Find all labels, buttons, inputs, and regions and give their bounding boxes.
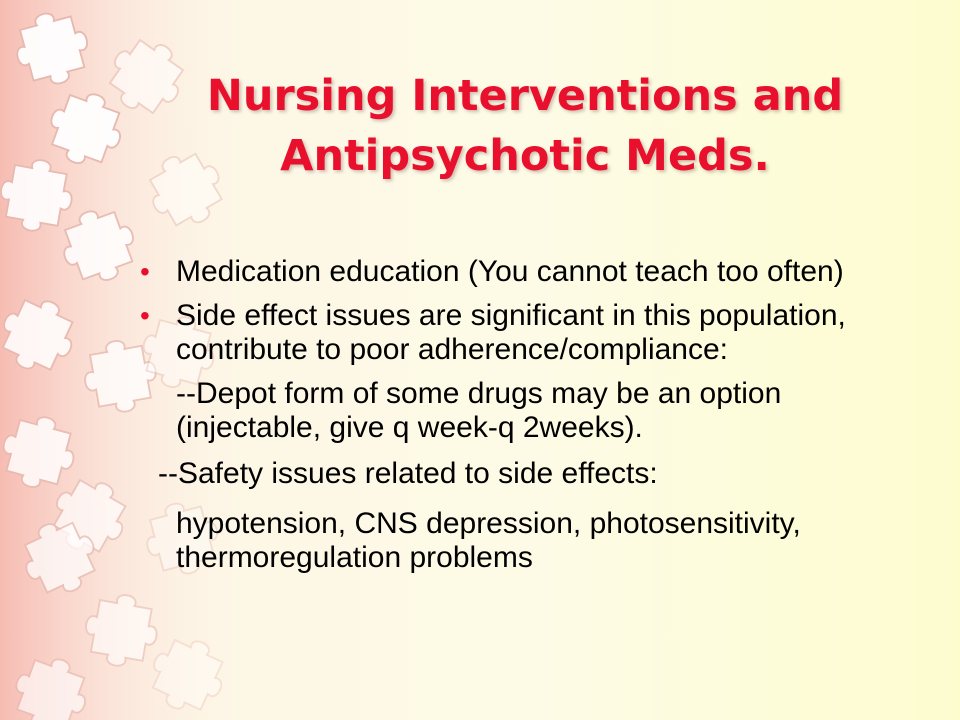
- sub-line-safety: --Safety issues related to side effects:: [158, 457, 658, 490]
- bullet-dot-icon: •: [140, 300, 150, 331]
- bullet-item: [140, 299, 930, 367]
- bullet-text: Medication education (You cannot teach too often): [176, 255, 844, 288]
- slide-title: Nursing Interventions and Antipsychotic Meds.: [206, 71, 844, 181]
- sub-line-side-effects: hypotension, CNS depression, photosensitivity, thermoregulation problems: [176, 507, 801, 574]
- sub-line-depot: --Depot form of some drugs may be an option (injectable, give q week-q 2weeks).: [176, 377, 782, 444]
- slide-body: [140, 255, 930, 587]
- bullet-item: [140, 255, 930, 289]
- bullet-dot-icon: •: [140, 256, 150, 287]
- bullet-text: Side effect issues are significant in this population, contribute to poor adherence/compliance:: [176, 299, 846, 366]
